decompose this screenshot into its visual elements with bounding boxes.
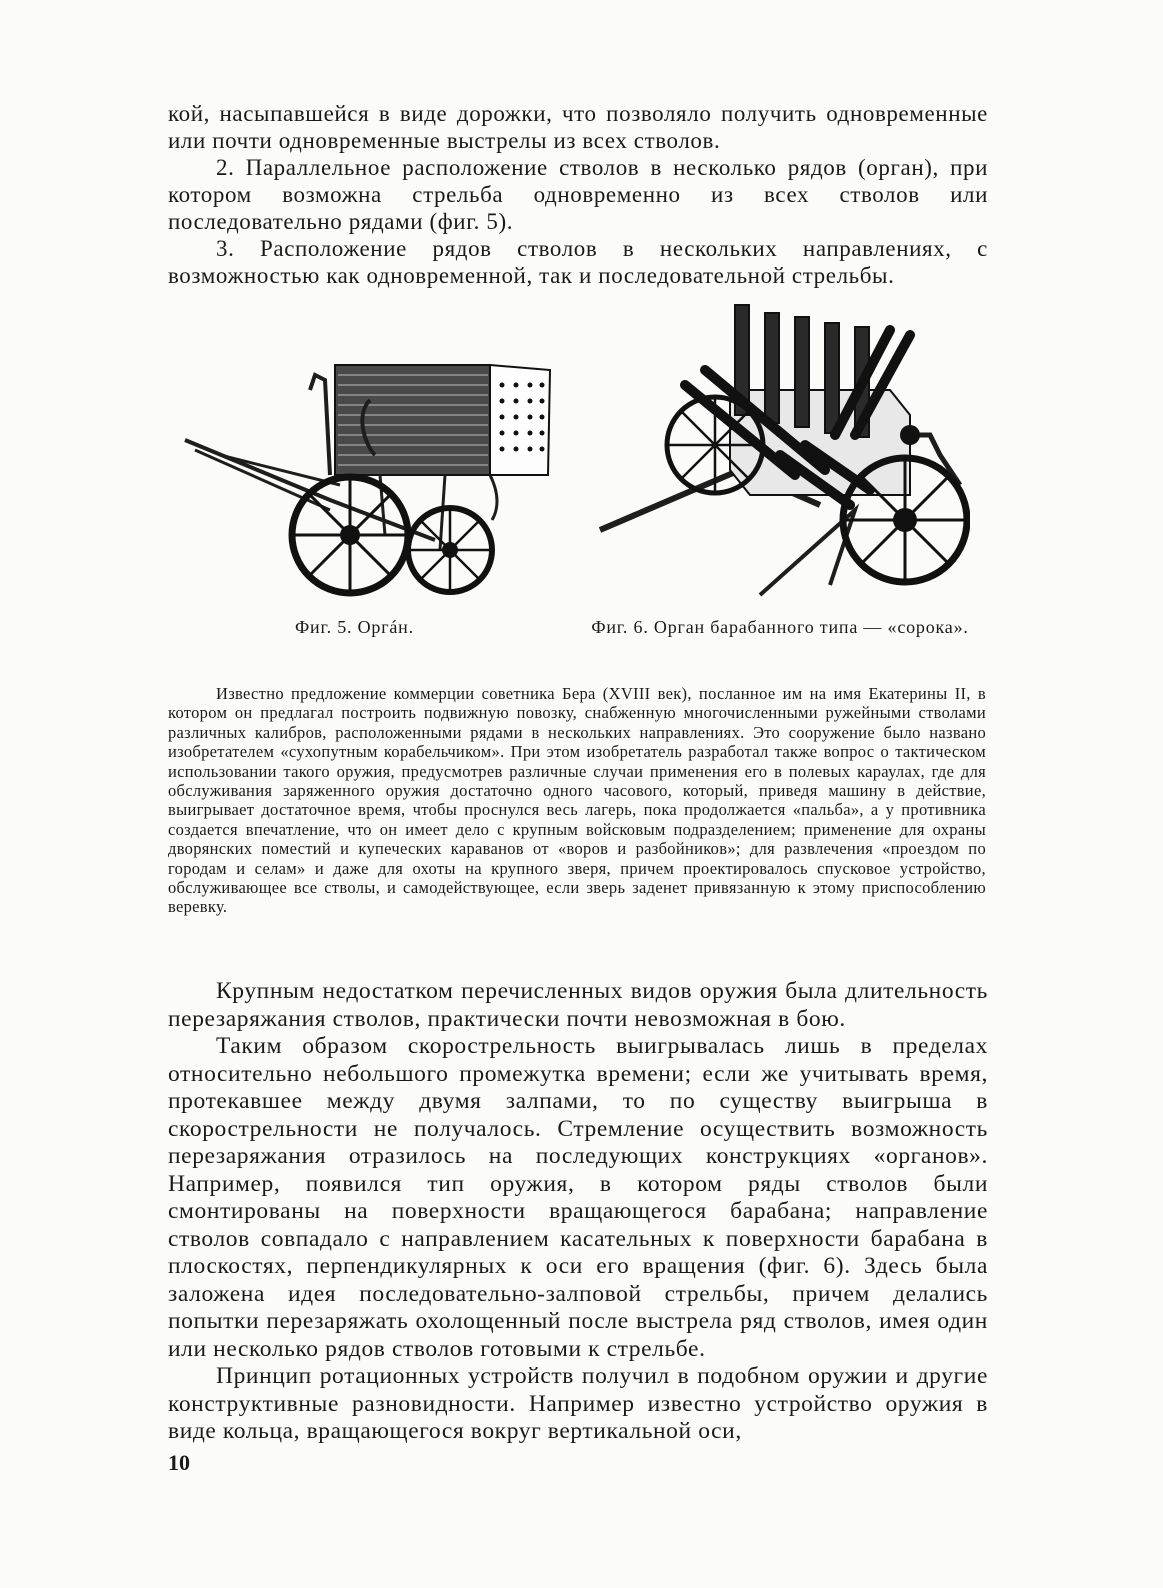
bottom-text xyxy=(168,978,988,1446)
paragraph: кой, насыпавшейся в виде дорожки, что позволяло получить одновременные или почти одновременные выстрелы из всех стволов. xyxy=(168,101,988,153)
paragraph: Таким образом скорострельность выигрывалась лишь в пределах относительно небольшого промежутка времени; если же учитывать время, протекавшее между двумя залпами, то по существу выигрыша в скорострельности не получалось. Стремление осуществить возможность перезаряжания отразилось на последующих конструкциях «органов». Например, появился тип оружия, в котором ряды стволов были смонтированы на поверхности вращающегося барабана; направление стволов совпадало с направлением касательных к поверхности барабана в плоскостях, перпендикулярных к оси его вращения (фиг. 6). Здесь была заложена идея последовательно-залповой стрельбы, причем делались попытки перезаряжать охолощенный после выстрела ряд стволов, имея один или несколько рядов стволов готовыми к стрельбе. xyxy=(168,1033,988,1362)
figure-5-organ-illustration xyxy=(180,335,560,605)
paragraph: 3. Расположение рядов стволов в нескольких направлениях, с возможностью как одновременной, так и последовательной стрельбы. xyxy=(168,236,988,288)
small-print-note xyxy=(168,684,986,917)
figure-5-caption: Фиг. 5. Оргáн. xyxy=(295,617,414,637)
top-text xyxy=(168,100,988,289)
paragraph: 2. Параллельное расположение стволов в несколько рядов (орган), при котором возможна стрельба одновременно из всех стволов или последовательно рядами (фиг. 5). xyxy=(168,155,988,234)
figure-6-caption: Фиг. 6. Орган барабанного типа — «сорока». xyxy=(591,617,969,637)
paragraph: Известно предложение коммерции советника Бера (XVIII век), посланное им на имя Екатерины II, в котором он предлагал построить подвижную повозку, снабженную многочисленными ружейными стволами различных калибров, расположенными рядами в нескольких направлениях. Это сооружение было названо изобретателем «сухопутным корабельчиком». При этом изобретатель разработал также вопрос о тактическом использовании такого оружия, предусмотрев различные случаи применения его в полевых караулах, где для обслуживания заряженного оружия достаточно одного часового, который, приведя машину в действие, выигрывает достаточное время, чтобы проснулся весь лагерь, пока продолжается «пальба», а у противника создается впечатление, что он имеет дело с крупным войсковым подразделением; применение для охраны дворянских поместий и купеческих караванов от «воров и разбойников»; для развлечения «проездом по городам и селам» и даже для охоты на крупного зверя, причем проектировалось спусковое устройство, обслуживающее все стволы, и самодействующее, если зверь заденет привязанную к этому приспособлению веревку. xyxy=(168,684,986,917)
page-number: 10 xyxy=(168,1450,190,1475)
paragraph: Принцип ротационных устройств получил в подобном оружии и другие конструктивные разновидности. Например известно устройство оружия в виде кольца, вращающегося вокруг вертикальной оси, xyxy=(168,1363,988,1444)
paragraph: Крупным недостатком перечисленных видов оружия была длительность перезаряжания стволов, практически почти невозможная в бою. xyxy=(168,978,988,1032)
figure-6-drum-organ-illustration xyxy=(590,295,970,605)
